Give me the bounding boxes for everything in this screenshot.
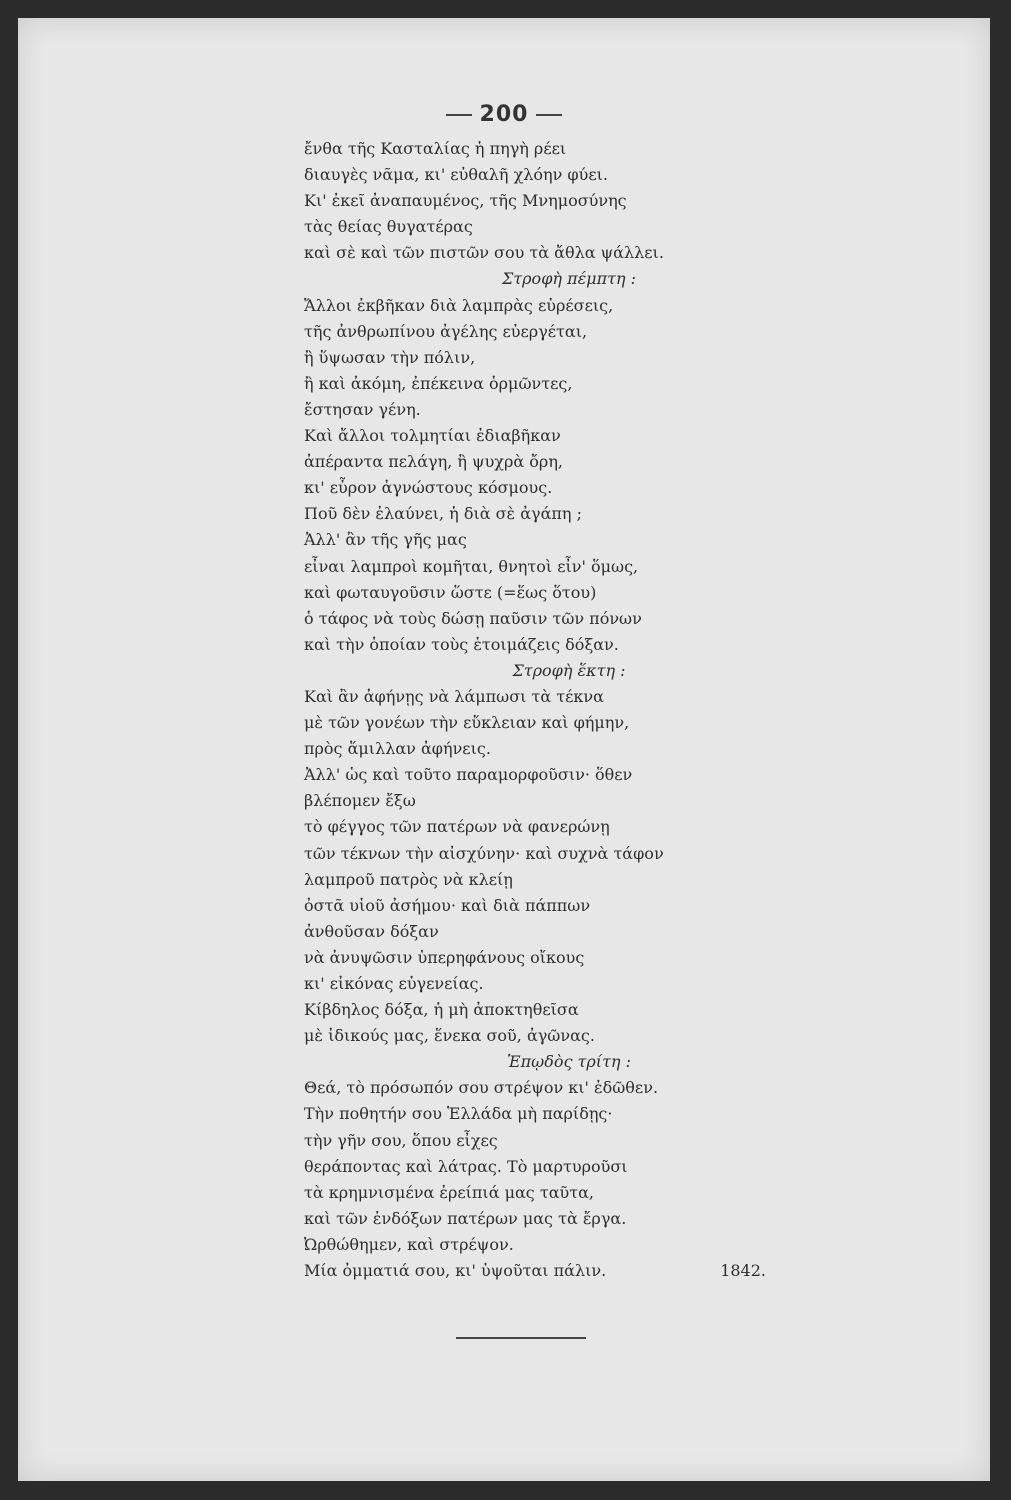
poem-line: μὲ τῶν γονέων τὴν εὔκλειαν καὶ φήμην, bbox=[304, 713, 630, 733]
poem-line: καὶ φωταυγοῦσιν ὥστε (=ἕως ὅτου) bbox=[304, 582, 597, 602]
poem-line: τὸ φέγγος τῶν πατέρων νὰ φανερώνῃ bbox=[304, 817, 610, 837]
poem-line: νὰ ἀνυψῶσιν ὑπερηφάνους οἴκους bbox=[304, 947, 585, 967]
scan-border bbox=[991, 0, 1011, 1500]
poem-line: τὰ κρημνισμένα ἐρείπιά μας ταῦτα, bbox=[304, 1182, 594, 1202]
poem-year: 1842. bbox=[720, 1261, 766, 1281]
poem-line: Κίβδηλος δόξα, ἡ μὴ ἀποκτηθεῖσα bbox=[304, 1000, 579, 1020]
poem-text bbox=[304, 136, 794, 1284]
poem-line: Ἄλλοι ἐκβῆκαν διὰ λαμπρὰς εὑρέσεις, bbox=[304, 295, 614, 315]
poem-line: καὶ τῶν ἐνδόξων πατέρων μας τὰ ἔργα. bbox=[304, 1208, 627, 1228]
poem-line: τὴν γῆν σου, ὅπου εἶχες bbox=[304, 1130, 498, 1150]
poem-line: ἢ ὕψωσαν τὴν πόλιν, bbox=[304, 347, 476, 367]
poem-line: τῆς ἀνθρωπίνου ἀγέλης εὐεργέται, bbox=[304, 321, 588, 341]
stanza-heading: Στροφὴ πέμπτη : bbox=[501, 269, 636, 289]
page-header bbox=[18, 102, 990, 127]
poem-line: ἀπέραντα πελάγη, ἢ ψυχρὰ ὄρη, bbox=[304, 452, 564, 472]
poem-line: θεράποντας καὶ λάτρας. Τὸ μαρτυροῦσι bbox=[304, 1156, 628, 1176]
poem-line: λαμπροῦ πατρὸς νὰ κλείῃ bbox=[304, 869, 513, 889]
poem-line: διαυγὲς νᾶμα, κι' εὐθαλῆ χλόην φύει. bbox=[304, 165, 609, 185]
poem-line: Κι' ἐκεῖ ἀναπαυμένος, τῆς Μνημοσύνης bbox=[304, 191, 627, 211]
page-number: 200 bbox=[479, 102, 529, 127]
poem-line: ἀνθοῦσαν δόξαν bbox=[304, 921, 439, 941]
final-line bbox=[304, 1258, 766, 1284]
poem-line: ὀστᾶ υἱοῦ ἀσήμου· καὶ διὰ πάππων bbox=[304, 895, 591, 915]
poem-line: ἔνθα τῆς Κασταλίας ἡ πηγὴ ρέει bbox=[304, 139, 567, 158]
poem-line: μὲ ἰδικούς μας, ἕνεκα σοῦ, ἀγῶνας. bbox=[304, 1026, 595, 1046]
poem-line: καὶ τὴν ὁποίαν τοὺς ἑτοιμάζεις δόξαν. bbox=[304, 634, 619, 654]
poem-line: Μία ὀμματιά σου, κι' ὑψοῦται πάλιν. bbox=[304, 1261, 607, 1281]
poem-line: Τὴν ποθητήν σου Ἑλλάδα μὴ παρίδῃς· bbox=[304, 1104, 613, 1124]
poem-line: εἶναι λαμπροὶ κομῆται, θνητοὶ εἶν' ὅμως, bbox=[304, 556, 639, 576]
end-rule bbox=[456, 1337, 586, 1339]
poem-line: Ὠρθώθημεν, καὶ στρέψον. bbox=[304, 1234, 514, 1254]
header-dash-left bbox=[446, 114, 472, 116]
poem-line: Καὶ ἂν ἀφήνῃς νὰ λάμπωσι τὰ τέκνα bbox=[304, 686, 604, 706]
poem-line: τῶν τέκνων τὴν αἰσχύνην· καὶ συχνὰ τάφον bbox=[304, 843, 664, 863]
stanza-heading: Ἐπῳδὸς τρίτη : bbox=[507, 1052, 631, 1072]
poem-line: Ἀλλ' ὡς καὶ τοῦτο παραμορφοῦσιν· ὅθεν bbox=[304, 765, 633, 785]
poem-line: Ἀλλ' ἂν τῆς γῆς μας bbox=[304, 530, 467, 550]
poem-line: κι' εὗρον ἀγνώστους κόσμους. bbox=[304, 478, 553, 498]
poem-line: Καὶ ἄλλοι τολμητίαι ἐδιαβῆκαν bbox=[304, 426, 561, 446]
header-dash-right bbox=[536, 114, 562, 116]
poem-line: βλέπομεν ἔξω bbox=[304, 791, 416, 811]
stanza-heading: Στροφὴ ἕκτη : bbox=[512, 660, 626, 680]
poem-line: κι' εἰκόνας εὐγενείας. bbox=[304, 974, 484, 993]
poem-line: καὶ σὲ καὶ τῶν πιστῶν σου τὰ ἄθλα ψάλλει. bbox=[304, 243, 664, 263]
poem-line: πρὸς ἅμιλλαν ἀφήνεις. bbox=[304, 739, 491, 759]
poem-line: ἔστησαν γένη. bbox=[304, 399, 421, 419]
poem-line: τὰς θείας θυγατέρας bbox=[304, 217, 473, 237]
poem-line: Ποῦ δὲν ἐλαύνει, ἡ διὰ σὲ ἀγάπη ; bbox=[304, 504, 582, 524]
poem-line: ἢ καὶ ἀκόμη, ἐπέκεινα ὁρμῶντες, bbox=[304, 373, 573, 393]
poem-line: ὁ τάφος νὰ τοὺς δώσῃ παῦσιν τῶν πόνων bbox=[304, 608, 642, 628]
poem-line: Θεά, τὸ πρόσωπόν σου στρέψον κι' ἐδῶθεν. bbox=[304, 1078, 659, 1098]
